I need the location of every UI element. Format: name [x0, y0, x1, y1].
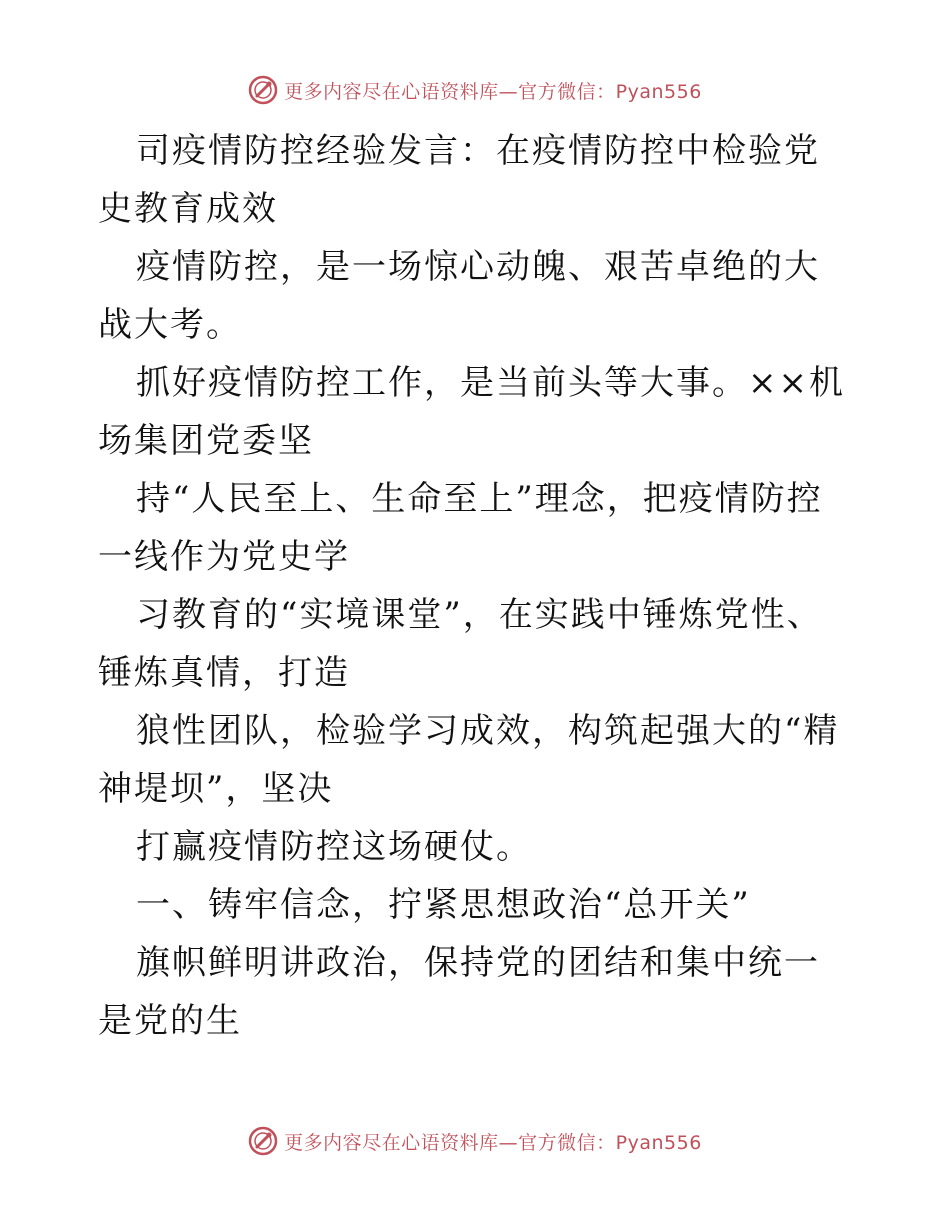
- stamp-logo-icon: [248, 75, 278, 105]
- paragraph: 抓好疫情防控工作，是当前头等大事。××机场集团党委坚: [98, 363, 845, 461]
- stamp-logo-icon: [248, 1126, 278, 1156]
- section-heading: 一、铸牢信念，拧紧思想政治“总开关”: [136, 885, 751, 925]
- banner-text: 更多内容尽在心语资料库—官方微信：Pyan556: [284, 80, 702, 103]
- paragraph: 司疫情防控经验发言：在疫情防控中检验党史教育成效: [98, 131, 820, 229]
- paragraph: 旗帜鲜明讲政治，保持党的团结和集中统一是党的生: [98, 943, 820, 1041]
- footer-banner: [0, 1121, 950, 1161]
- banner-text: 更多内容尽在心语资料库—官方微信：Pyan556: [284, 1131, 702, 1154]
- paragraph: 疫情防控，是一场惊心动魄、艰苦卓绝的大战大考。: [98, 247, 820, 345]
- header-banner: [0, 70, 950, 110]
- paragraph: 打赢疫情防控这场硬仗。: [136, 827, 532, 867]
- paragraph: 持“人民至上、生命至上”理念，把疫情防控一线作为党史学: [98, 479, 823, 577]
- document-body: [98, 122, 854, 1050]
- paragraph: 习教育的“实境课堂”，在实践中锤炼党性、锤炼真情，打造: [98, 595, 823, 693]
- paragraph: 狼性团队，检验学习成效，构筑起强大的“精神堤坝”，坚决: [98, 711, 840, 809]
